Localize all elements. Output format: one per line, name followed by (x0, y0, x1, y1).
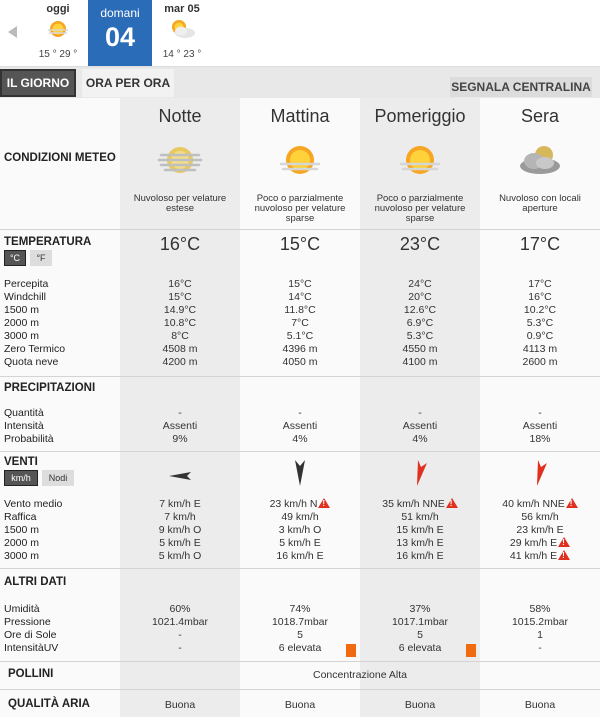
period-temperature: 17°C (519, 234, 561, 254)
precipitation-row-value-text: Assenti (282, 420, 318, 432)
precipitation-row-value-text: Assenti (522, 420, 558, 432)
wind-arrow-nne-icon (360, 456, 480, 495)
temperature-row-value-text: 5.1°C (286, 330, 314, 342)
condition-text: Poco o parzialmente nuvoloso per velature sparse (374, 193, 466, 224)
divider (0, 451, 600, 452)
wind-row-value-text: 23 km/h E (516, 524, 564, 536)
warning-icon (558, 537, 570, 547)
other-data-row-value-text: 5 (417, 629, 423, 641)
precipitation-row-value (360, 420, 480, 433)
wind-row-label: 2000 m (4, 537, 40, 549)
wind-row-value (120, 524, 240, 537)
sun-cloud-icon (166, 17, 198, 41)
period-temperature: 23°C (399, 234, 441, 254)
wind-row-value-text: 15 km/h E (396, 524, 444, 536)
precipitation-row-value (480, 407, 600, 420)
temperature-row-value-text: 10.8°C (163, 317, 197, 329)
other-data-row-value (240, 642, 360, 655)
fog-sun-icon (120, 140, 240, 185)
warning-icon (558, 550, 570, 560)
wind-row-value (360, 498, 480, 511)
temperature-row-value (240, 343, 360, 356)
temperature-row-value-text: 4396 m (282, 343, 318, 355)
temperature-row-value-text: 7°C (291, 317, 309, 329)
wind-row-label: 3000 m (4, 550, 40, 562)
temperature-row-value (120, 304, 240, 317)
wind-row-value (480, 524, 600, 537)
temperature-row-value-text: 0.9°C (526, 330, 554, 342)
temperature-row-label: Zero Termico (4, 343, 66, 355)
section-temperature: TEMPERATURA (4, 236, 92, 248)
precipitation-row-value-text: - (178, 407, 182, 419)
air-quality-value: Buona (164, 699, 196, 711)
pollen-value: Concentrazione Alta (313, 669, 407, 681)
day-tab-today[interactable] (28, 0, 88, 66)
other-data-row-label: Ore di Sole (4, 629, 57, 641)
warning-icon (566, 498, 578, 508)
period-temperature: 16°C (159, 234, 201, 254)
other-data-row-label: Umidità (4, 603, 40, 615)
wind-row-value (240, 537, 360, 550)
temperature-row-value (120, 317, 240, 330)
temperature-row-value-text: 15°C (168, 291, 192, 303)
precipitation-row-value-text: Assenti (402, 420, 438, 432)
temperature-row-value (120, 330, 240, 343)
other-data-row-value-text: 6 elevata (398, 642, 442, 654)
other-data-row-value (120, 642, 240, 655)
temperature-row-label: 1500 m (4, 304, 40, 316)
day-selector (0, 0, 600, 66)
other-data-row-value-text: 1 (537, 629, 543, 641)
temperature-row-value-text: 4550 m (402, 343, 438, 355)
precipitation-row-value (480, 433, 600, 446)
warning-icon (318, 498, 330, 508)
wind-row-label: Vento medio (4, 498, 63, 510)
temperature-row-label: 2000 m (4, 317, 40, 329)
wind-row-value (120, 511, 240, 524)
precipitation-row-value (360, 407, 480, 420)
wind-row-value (480, 537, 600, 550)
air-quality-value: Buona (524, 699, 556, 711)
tab-ora-per-ora[interactable]: ORA PER ORA (82, 69, 174, 97)
uv-level-indicator (346, 644, 356, 657)
wind-arrow-north-icon (240, 456, 360, 495)
condition-text: Nuvoloso con locali aperture (499, 193, 581, 214)
day-name: mar 05 (164, 3, 200, 15)
temperature-row-value (360, 278, 480, 291)
wind-row-value-text: 23 km/h N (269, 498, 318, 510)
other-data-row-value-text: 60% (169, 603, 191, 615)
precipitation-row-value-text: 9% (172, 433, 188, 445)
other-data-row-value-text: 1021.4mbar (151, 616, 209, 628)
precipitation-row-value (240, 433, 360, 446)
temperature-row-value (360, 304, 480, 317)
period-temperature: 15°C (279, 234, 321, 254)
wind-row-value-text: 56 km/h (521, 511, 559, 523)
previous-day-arrow-icon[interactable] (8, 26, 17, 38)
day-temps: 14 ° 23 ° (162, 49, 202, 60)
precipitation-row-value (360, 433, 480, 446)
cloud-moon-icon (480, 140, 600, 185)
other-data-row-value-text: 1018.7mbar (271, 616, 329, 628)
temperature-row-value (480, 291, 600, 304)
view-tabs (0, 66, 600, 98)
wind-row-value (120, 550, 240, 563)
precipitation-row-value (120, 433, 240, 446)
precipitation-row-value-text: Assenti (162, 420, 198, 432)
precipitation-row-value-text: - (418, 407, 422, 419)
other-data-row-value (120, 603, 240, 616)
temperature-row-value (360, 330, 480, 343)
wind-row-value-text: 35 km/h NNE (382, 498, 445, 510)
temperature-row-value (480, 317, 600, 330)
other-data-row-value-text: - (178, 629, 182, 641)
other-data-row-value-text: 37% (409, 603, 431, 615)
period-header: Sera (520, 106, 560, 126)
temperature-row-value-text: 16°C (168, 278, 192, 290)
temperature-row-value (360, 317, 480, 330)
unit-kmh-button[interactable]: km/h (4, 470, 38, 486)
temperature-row-value (240, 330, 360, 343)
other-data-row-value-text: 74% (289, 603, 311, 615)
sun-icon (43, 17, 73, 41)
temperature-row-label: Quota neve (4, 356, 59, 368)
other-data-row-value (360, 616, 480, 629)
wind-row-value-text: 49 km/h (281, 511, 319, 523)
wind-row-value-text: 5 km/h O (158, 550, 202, 562)
other-data-row-value (480, 603, 600, 616)
wind-row-value (240, 550, 360, 563)
temperature-row-value-text: 8°C (171, 330, 189, 342)
wind-row-value (240, 511, 360, 524)
other-data-row-value-text: 1017.1mbar (391, 616, 449, 628)
wind-row-value-text: 29 km/h E (509, 537, 558, 549)
temperature-row-value-text: 4508 m (162, 343, 198, 355)
temperature-row-value-text: 5.3°C (526, 317, 554, 329)
section-other-data: ALTRI DATI (4, 576, 67, 588)
wind-row-value-text: 16 km/h E (396, 550, 444, 562)
other-data-row-value (240, 629, 360, 642)
air-quality-value: Buona (284, 699, 316, 711)
temperature-row-value (360, 356, 480, 369)
precipitation-row-value-text: 18% (529, 433, 551, 445)
precipitation-row-label: Probabilità (4, 433, 54, 445)
uv-level-indicator (466, 644, 476, 657)
day-name: oggi (46, 3, 70, 15)
wind-row-value (480, 498, 600, 511)
divider (0, 689, 600, 690)
temperature-row-value (480, 278, 600, 291)
temperature-row-value (480, 304, 600, 317)
section-pollen: POLLINI (8, 668, 54, 680)
other-data-row-value (240, 603, 360, 616)
day-name: domani (100, 6, 140, 20)
other-data-row-label: Pressione (4, 616, 51, 628)
other-data-row-value (360, 642, 480, 655)
other-data-row-value-text: 5 (297, 629, 303, 641)
precipitation-row-value (120, 420, 240, 433)
other-data-row-value (480, 629, 600, 642)
wind-row-label: 1500 m (4, 524, 40, 536)
other-data-row-value (360, 603, 480, 616)
temperature-row-value (120, 343, 240, 356)
other-data-row-value-text: 6 elevata (278, 642, 322, 654)
wind-row-value-text: 13 km/h E (396, 537, 444, 549)
wind-row-value (480, 511, 600, 524)
other-data-row-value (480, 616, 600, 629)
sun-haze-icon (240, 140, 360, 185)
temperature-row-value-text: 10.2°C (523, 304, 557, 316)
precipitation-row-value (240, 420, 360, 433)
unit-celsius-button[interactable]: °C (4, 250, 26, 266)
wind-row-value-text: 40 km/h NNE (502, 498, 565, 510)
precipitation-row-label: Intensità (4, 420, 44, 432)
wind-row-value (120, 498, 240, 511)
temperature-row-value (240, 356, 360, 369)
day-tab-mar-05[interactable] (152, 0, 212, 66)
temperature-row-label: 3000 m (4, 330, 40, 342)
condition-text: Poco o parzialmente nuvoloso per velature sparse (254, 193, 346, 224)
precipitation-row-value-text: 4% (412, 433, 428, 445)
wind-row-value (120, 537, 240, 550)
temperature-row-value-text: 16°C (528, 291, 552, 303)
temperature-row-value-text: 17°C (528, 278, 552, 290)
other-data-row-value-text: 1015.2mbar (511, 616, 569, 628)
temperature-row-value-text: 24°C (408, 278, 432, 290)
other-data-row-value (120, 616, 240, 629)
temperature-row-value (480, 356, 600, 369)
other-data-row-value (240, 616, 360, 629)
temperature-row-value-text: 4100 m (402, 356, 438, 368)
wind-arrow-east-icon (120, 460, 240, 499)
wind-row-value (480, 550, 600, 563)
temperature-row-value (240, 304, 360, 317)
temperature-row-value-text: 11.8°C (284, 304, 316, 316)
precipitation-row-value (120, 407, 240, 420)
temperature-row-value (120, 356, 240, 369)
other-data-row-value (480, 642, 600, 655)
temperature-row-value-text: 14.9°C (163, 304, 197, 316)
temperature-row-value (240, 291, 360, 304)
temperature-row-value (480, 330, 600, 343)
air-quality-value: Buona (404, 699, 436, 711)
temperature-row-value (120, 291, 240, 304)
temperature-row-value-text: 4050 m (282, 356, 318, 368)
temperature-row-value-text: 6.9°C (406, 317, 434, 329)
wind-row-value-text: 5 km/h E (159, 537, 201, 549)
period-header: Notte (158, 106, 202, 126)
wind-row-value-text: 5 km/h E (279, 537, 321, 549)
divider (0, 229, 600, 230)
day-number: 04 (104, 22, 136, 52)
divider (0, 376, 600, 377)
wind-row-value-text: 51 km/h (401, 511, 439, 523)
sun-haze-icon (360, 140, 480, 185)
precipitation-row-value (240, 407, 360, 420)
day-tab-tomorrow[interactable] (88, 0, 152, 66)
temperature-row-value-text: 5.3°C (406, 330, 434, 342)
other-data-row-label: IntensitàUV (4, 642, 59, 654)
precipitation-row-value (480, 420, 600, 433)
wind-row-value-text: 7 km/h E (159, 498, 201, 510)
temperature-row-value (360, 343, 480, 356)
warning-icon (446, 498, 458, 508)
period-header: Mattina (270, 106, 330, 126)
wind-row-value-text: 41 km/h E (509, 550, 558, 562)
temperature-row-value (480, 343, 600, 356)
temperature-row-value (240, 317, 360, 330)
temperature-row-value (120, 278, 240, 291)
wind-row-label: Raffica (4, 511, 37, 523)
temperature-row-value (360, 291, 480, 304)
section-precipitation: PRECIPITAZIONI (4, 382, 96, 394)
wind-row-value-text: 9 km/h O (158, 524, 202, 536)
other-data-row-value (120, 629, 240, 642)
day-temps: 15 ° 29 ° (38, 49, 78, 60)
precipitation-row-value-text: - (298, 407, 302, 419)
temperature-row-value-text: 14°C (288, 291, 312, 303)
wind-row-value (360, 537, 480, 550)
other-data-row-value (360, 629, 480, 642)
wind-arrow-nne-icon (480, 456, 600, 495)
divider (0, 661, 600, 662)
precipitation-row-value-text: 4% (292, 433, 308, 445)
temperature-row-value-text: 4200 m (162, 356, 198, 368)
unit-knots-button[interactable]: Nodi (42, 470, 74, 486)
divider (0, 568, 600, 569)
wind-row-value-text: 16 km/h E (276, 550, 324, 562)
wind-row-value-text: 3 km/h O (278, 524, 322, 536)
section-wind: VENTI (4, 456, 38, 468)
temperature-row-value (240, 278, 360, 291)
temperature-row-value-text: 2600 m (522, 356, 558, 368)
section-air-quality: QUALITÀ ARIA (8, 698, 90, 710)
other-data-row-value-text: - (538, 642, 542, 654)
temperature-row-value-text: 12.6°C (403, 304, 437, 316)
report-station-button[interactable]: SEGNALA CENTRALINA (450, 77, 592, 97)
temperature-row-label: Percepita (4, 278, 49, 290)
temperature-row-value-text: 4113 m (522, 343, 558, 355)
wind-row-value (360, 511, 480, 524)
wind-row-value (240, 524, 360, 537)
temperature-row-value-text: 20°C (408, 291, 432, 303)
precipitation-row-label: Quantità (4, 407, 44, 419)
wind-row-value (360, 524, 480, 537)
wind-row-value-text: 7 km/h (164, 511, 196, 523)
temperature-row-label: Windchill (4, 291, 47, 303)
period-header: Pomeriggio (374, 106, 466, 126)
wind-row-value (240, 498, 360, 511)
other-data-row-value-text: 58% (529, 603, 551, 615)
tab-il-giorno[interactable]: IL GIORNO (0, 69, 76, 97)
other-data-row-value-text: - (178, 642, 182, 654)
precipitation-row-value-text: - (538, 407, 542, 419)
condition-text: Nuvoloso per velature estese (133, 193, 227, 214)
section-conditions: CONDIZIONI METEO (4, 152, 116, 164)
temperature-row-value-text: 15°C (288, 278, 312, 290)
unit-fahrenheit-button[interactable]: °F (30, 250, 52, 266)
wind-row-value (360, 550, 480, 563)
